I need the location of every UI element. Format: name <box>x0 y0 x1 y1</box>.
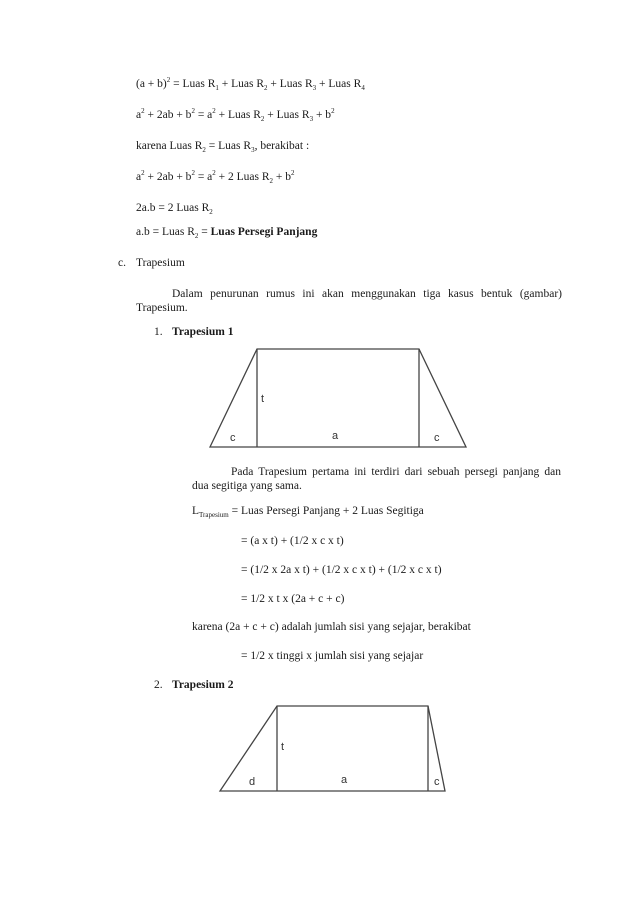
eq-term: = a <box>194 109 213 121</box>
formula-l: L <box>192 505 200 517</box>
section-c-title: Trapesium <box>136 257 185 269</box>
eq-sup: 2 <box>141 107 145 115</box>
trapezoid-1-figure <box>206 344 476 450</box>
eq-sup: 2 <box>212 169 216 177</box>
item2-title-text: Trapesium 2 <box>172 679 234 691</box>
eq-term: + Luas R <box>215 109 261 121</box>
eq-sub: 3 <box>312 84 317 92</box>
eq-sub: 4 <box>361 84 365 92</box>
label-c-left: c <box>230 432 236 444</box>
formula-step4: = 1/2 x tinggi x jumlah sisi yang sejajar <box>241 650 424 662</box>
eq-sup: 2 <box>212 107 216 115</box>
formula-because: karena (2a + c + c) adalah jumlah sisi yang sejajar, berakibat <box>192 621 471 633</box>
eq-term: + Luas R <box>264 109 310 121</box>
eq-sub: 3 <box>309 115 314 123</box>
eq-sup: 2 <box>191 169 195 177</box>
eq-sub: 2 <box>209 208 213 216</box>
eq-sub: 2 <box>194 232 199 240</box>
item2-number: 2. <box>154 679 163 691</box>
eq-term: + 2 Luas R <box>215 171 270 183</box>
eq-sup: 2 <box>191 107 195 115</box>
formula-step3: = 1/2 x t x (2a + c + c) <box>241 593 345 605</box>
eq-sub: 2 <box>269 177 274 185</box>
eq-sup: 2 <box>141 169 145 177</box>
item1-title-text: Trapesium 1 <box>172 326 234 338</box>
eq-sub: 2 <box>260 115 265 123</box>
eq-term: = a <box>194 171 213 183</box>
eq-term: + 2ab + b <box>144 109 192 121</box>
desc1-line2: dua segitiga yang sama. <box>192 480 302 492</box>
eq-term: , berakibat : <box>254 140 310 152</box>
eq-term: 2a.b = 2 Luas R <box>136 202 210 214</box>
eq-sub: 2 <box>202 146 206 154</box>
item1-title <box>172 325 233 339</box>
area-formula <box>192 504 424 518</box>
intro-paragraph-line1: Dalam penurunan rumus ini akan menggunakan tiga kasus bentuk (gambar) <box>172 288 562 300</box>
formula-l-sub: Trapesium <box>199 511 229 519</box>
label-t: t <box>281 741 285 753</box>
eq-term: a.b = Luas R <box>136 226 195 238</box>
eq-sup: 2 <box>331 107 335 115</box>
eq-sub: 1 <box>215 84 219 92</box>
eq-term: + b <box>313 109 332 121</box>
formula-rest: = Luas Persegi Panjang + 2 Luas Segitiga <box>228 505 424 517</box>
trapezoid-2-figure <box>216 703 466 795</box>
equation-square-sum <box>136 77 365 91</box>
eq-term: + Luas R <box>218 78 265 90</box>
desc1-line1: Pada Trapesium pertama ini terdiri dari sebuah persegi panjang dan <box>231 466 561 478</box>
intro-paragraph-line2: Trapesium. <box>136 302 188 314</box>
equation-expansion <box>136 108 335 122</box>
equation-substituted <box>136 170 295 184</box>
label-d: d <box>249 776 256 788</box>
eq-term: karena Luas R <box>136 140 203 152</box>
eq-term: a <box>136 171 142 183</box>
eq-sub: 3 <box>251 146 255 154</box>
eq-term: (a + b) <box>136 78 167 90</box>
label-a: a <box>341 774 348 786</box>
label-c: c <box>434 776 440 788</box>
eq-term: = Luas R <box>170 78 216 90</box>
formula-step2: = (1/2 x 2a x t) + (1/2 x c x t) + (1/2 x c x t) <box>241 564 442 576</box>
eq-sup: 2 <box>166 76 171 84</box>
item1-number: 1. <box>154 326 163 338</box>
eq-sup: 2 <box>291 169 295 177</box>
eq-term: + Luas R <box>316 78 362 90</box>
label-t: t <box>261 393 265 405</box>
label-a: a <box>332 430 339 442</box>
eq-term: + b <box>273 171 292 183</box>
eq-term: = Luas R <box>205 140 252 152</box>
eq-term: a <box>136 109 142 121</box>
item2-title <box>172 678 233 692</box>
eq-term: + 2ab + b <box>144 171 192 183</box>
equation-result <box>136 225 317 239</box>
section-c-marker: c. <box>118 257 126 269</box>
eq-bold-result: Luas Persegi Panjang <box>210 226 318 238</box>
eq-sub: 2 <box>264 84 268 92</box>
formula-step1: = (a x t) + (1/2 x c x t) <box>241 535 344 547</box>
eq-term: = <box>198 226 211 238</box>
equation-simplified <box>136 201 213 215</box>
eq-term: + Luas R <box>267 78 313 90</box>
label-c-right: c <box>434 432 440 444</box>
equation-because <box>136 139 309 153</box>
